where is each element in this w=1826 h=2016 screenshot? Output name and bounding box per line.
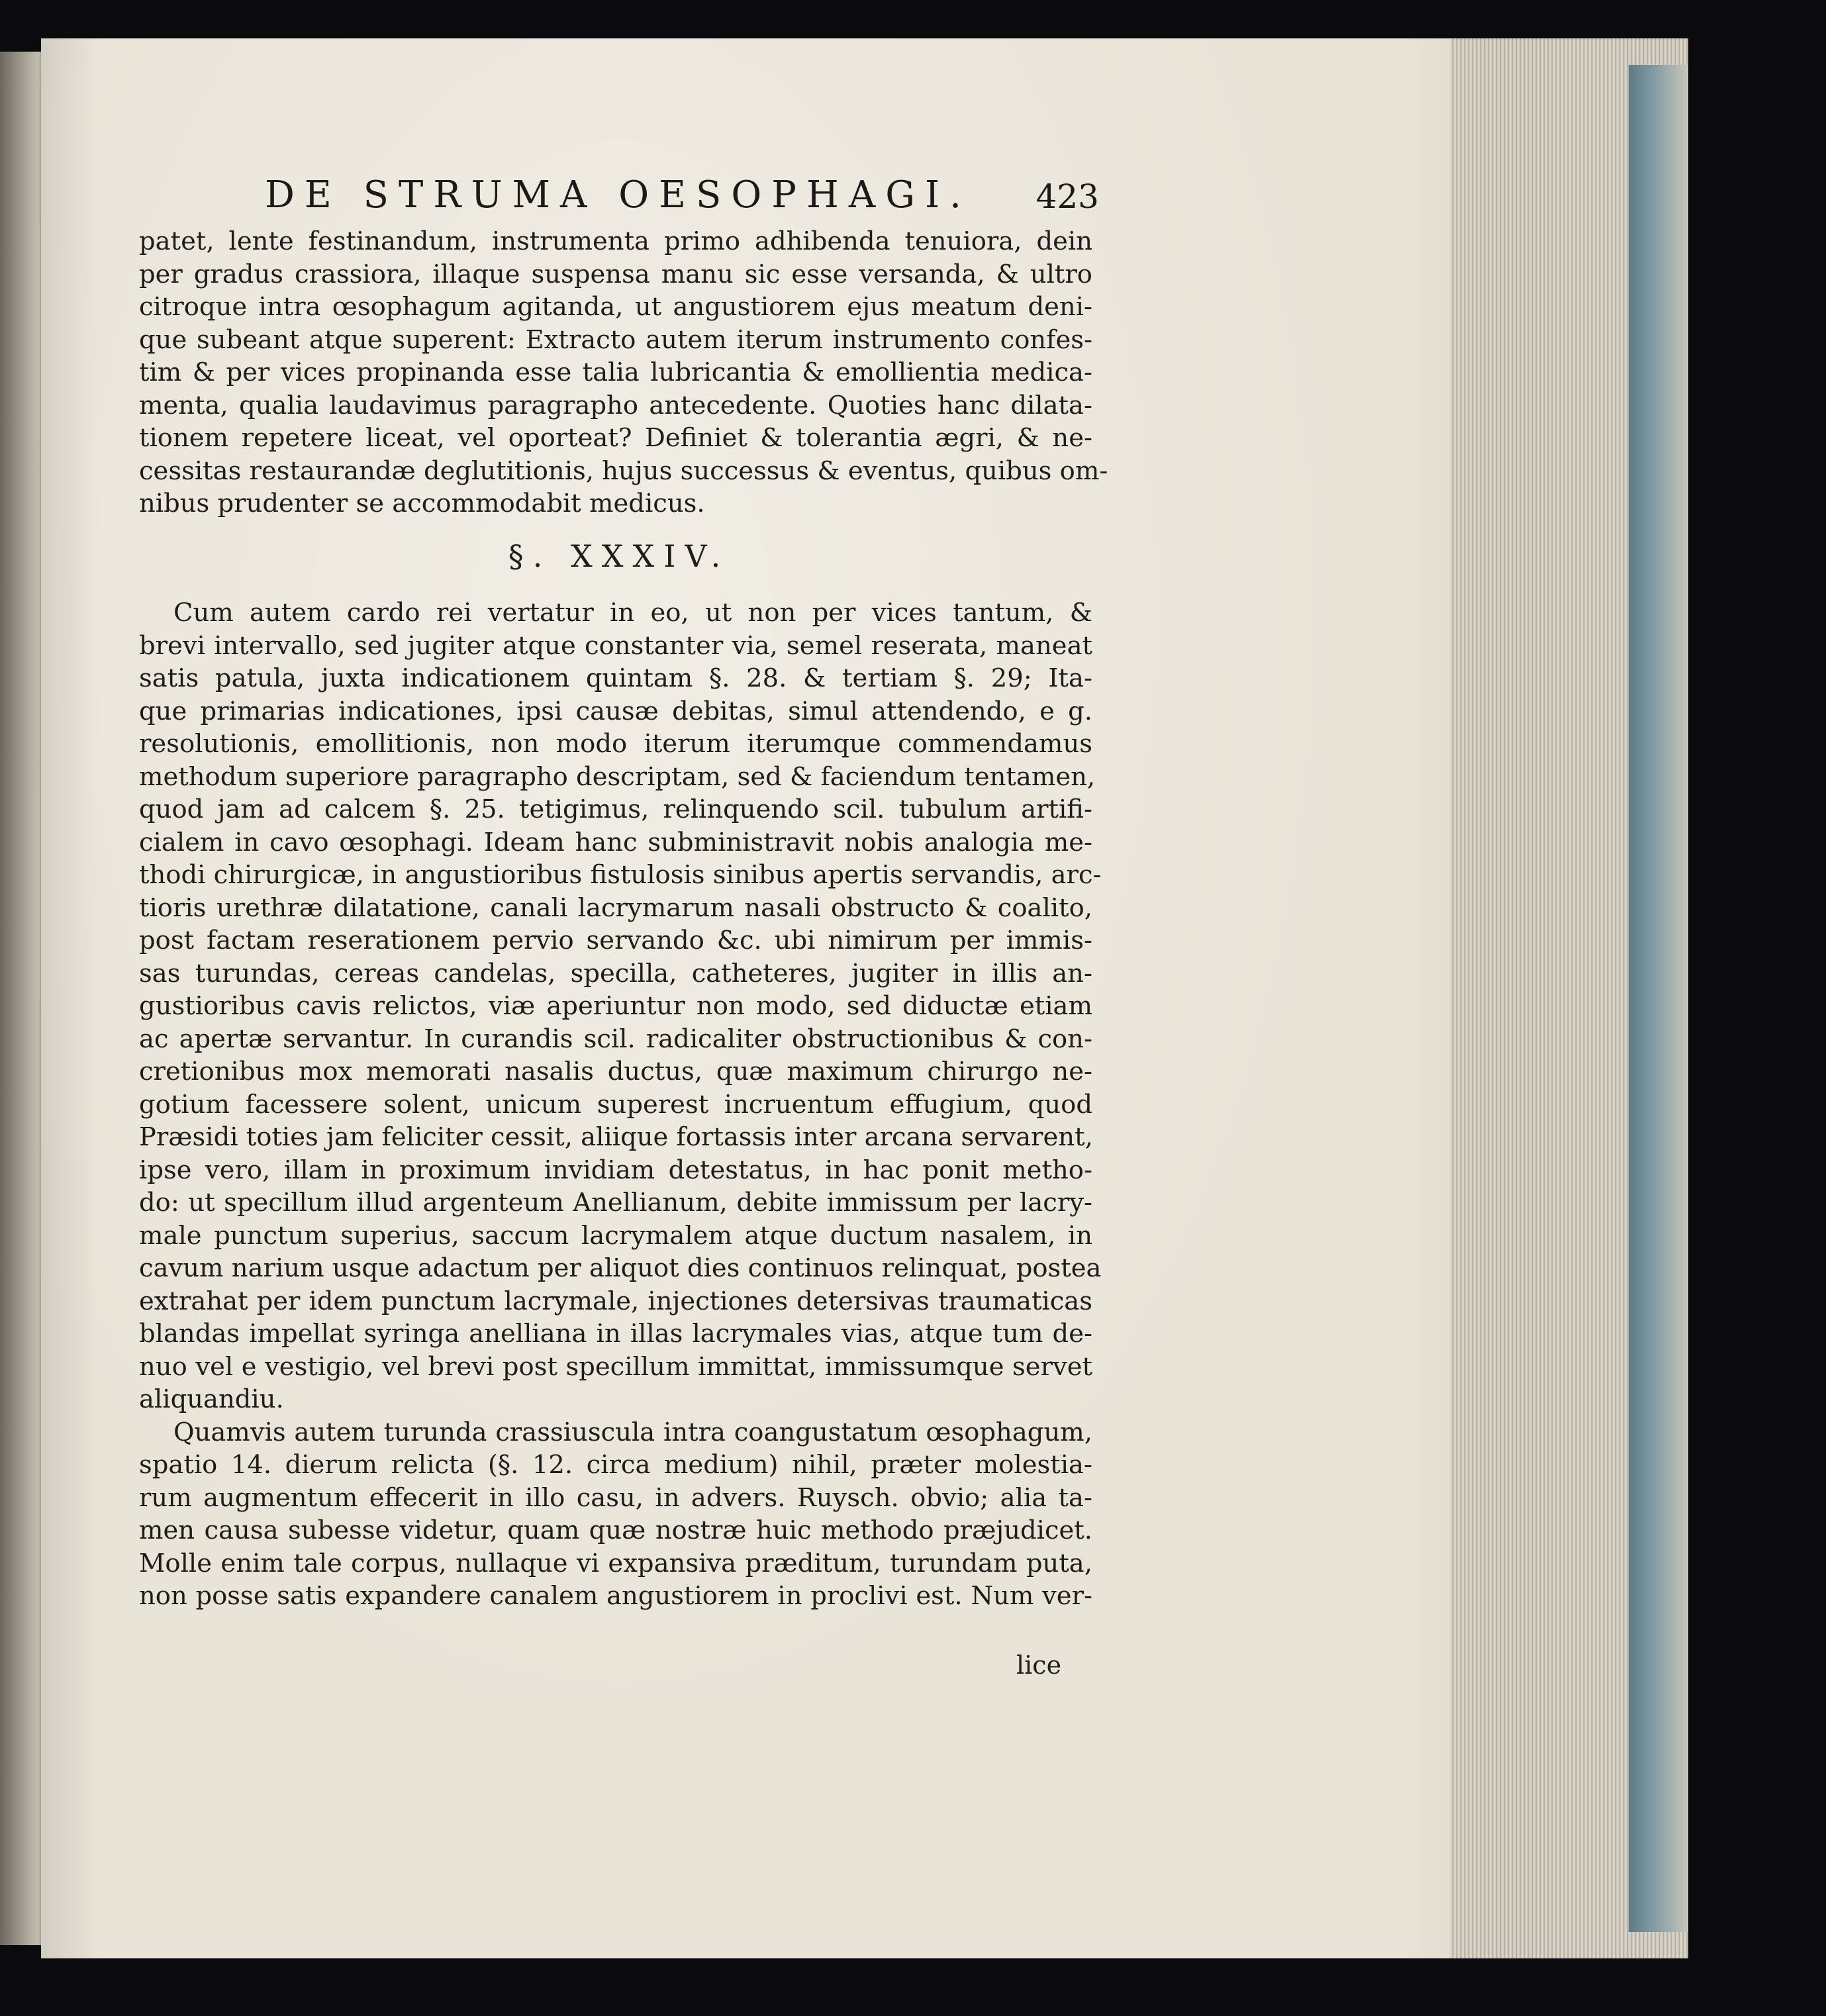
- text-line: methodum superiore paragrapho descriptam, sed & faciendum tentamen,: [139, 761, 1096, 792]
- section-heading: §. XXXIV.: [508, 538, 730, 574]
- text-line: cretionibus mox memorati nasalis ductus, quæ maximum chirurgo ne-: [139, 1057, 1092, 1086]
- text-line: tim & per vices propinanda esse talia lubricantia & emollientia medica-: [139, 358, 1092, 387]
- text-line: nibus prudenter se accommodabit medicus.: [139, 489, 705, 518]
- page-header: [265, 173, 1099, 216]
- text-line: patet, lente festinandum, instrumenta primo adhibenda tenuiora, dein: [139, 226, 1092, 256]
- running-title: DE STRUMA OESOPHAGI.: [265, 173, 971, 216]
- text-line: gotium facessere solent, unicum superest incruentum effugium, quod: [139, 1089, 1092, 1120]
- text-line: Molle enim tale corpus, nullaque vi expansiva præditum, turundam puta,: [139, 1548, 1092, 1578]
- paragraph-3: [139, 1416, 1092, 1613]
- page-number: 423: [1035, 177, 1099, 216]
- text-line: citroque intra œsophagum agitanda, ut angustiorem ejus meatum deni-: [139, 292, 1092, 322]
- text-line: que primarias indicationes, ipsi causæ debitas, simul attendendo, e g.: [139, 696, 1092, 726]
- page-text: [139, 225, 1108, 1613]
- text-line: Cum autem cardo rei vertatur in eo, ut non per vices tantum, &: [173, 598, 1092, 628]
- text-line: aliquandiu.: [139, 1384, 284, 1414]
- catchword: lice: [1016, 1651, 1062, 1680]
- text-line: men causa subesse videtur, quam quæ nostræ huic methodo præjudicet.: [139, 1515, 1092, 1545]
- paragraph-2: [139, 597, 1102, 1416]
- text-line: que subeant atque superent: Extracto autem iterum instrumento confes-: [139, 324, 1092, 355]
- text-line: Quamvis autem turunda crassiuscula intra coangustatum œsophagum,: [173, 1417, 1092, 1447]
- text-line: non posse satis expandere canalem angustiorem in proclivi est. Num ver-: [139, 1581, 1092, 1611]
- text-line: gustioribus cavis relictos, viæ aperiuntur non modo, sed diductæ etiam: [139, 991, 1092, 1021]
- paragraph-1: [139, 225, 1108, 520]
- text-line: brevi intervallo, sed jugiter atque constanter via, semel reserata, maneat: [139, 630, 1092, 661]
- text-line: thodi chirurgicæ, in angustioribus fistulosis sinibus apertis servandis, arc-: [139, 860, 1102, 890]
- text-line: spatio 14. dierum relicta (§. 12. circa medium) nihil, præter molestia-: [139, 1450, 1092, 1480]
- facing-page-edge: [0, 52, 46, 1945]
- text-line: satis patula, juxta indicationem quintam §. 28. & tertiam §. 29; Ita-: [139, 663, 1092, 693]
- text-line: do: ut specillum illud argenteum Anellianum, debite immissum per lacry-: [139, 1188, 1092, 1218]
- text-line: ac apertæ servantur. In curandis scil. radicaliter obstructionibus & con-: [139, 1024, 1092, 1054]
- text-line: tioris urethræ dilatatione, canali lacrymarum nasali obstructo & coalito,: [139, 892, 1092, 923]
- page-edges: [1450, 38, 1688, 1958]
- text-line: cialem in cavo œsophagi. Ideam hanc subministravit nobis analogia me-: [139, 827, 1092, 857]
- text-line: menta, qualia laudavimus paragrapho antecedente. Quoties hanc dilata-: [139, 390, 1092, 420]
- text-line: Præsidi toties jam feliciter cessit, aliique fortassis inter arcana servarent,: [139, 1122, 1093, 1152]
- text-line: quod jam ad calcem §. 25. tetigimus, relinquendo scil. tubulum artifi-: [139, 794, 1092, 824]
- text-line: tionem repetere liceat, vel oporteat? Definiet & tolerantia ægri, & ne-: [139, 423, 1092, 453]
- text-line: sas turundas, cereas candelas, specilla, catheteres, jugiter in illis an-: [139, 958, 1092, 988]
- text-line: post factam reserationem pervio servando &c. ubi nimirum per immis-: [139, 926, 1092, 955]
- text-line: blandas impellat syringa anelliana in illas lacrymales vias, atque tum de-: [139, 1319, 1092, 1349]
- text-line: cavum narium usque adactum per aliquot dies continuos relinquat, postea: [139, 1253, 1102, 1283]
- text-line: male punctum superius, saccum lacrymalem atque ductum nasalem, in: [139, 1220, 1092, 1251]
- text-line: nuo vel e vestigio, vel brevi post specillum immittat, immissumque servet: [139, 1351, 1092, 1382]
- text-line: cessitas restaurandæ deglutitionis, hujus successus & eventus, quibus om-: [139, 456, 1108, 486]
- text-line: resolutionis, emollitionis, non modo iterum iterumque commendamus: [139, 729, 1092, 759]
- text-line: extrahat per idem punctum lacrymale, injectiones detersivas traumaticas: [139, 1286, 1092, 1316]
- text-line: rum augmentum effecerit in illo casu, in advers. Ruysch. obvio; alia ta-: [139, 1482, 1092, 1513]
- text-line: ipse vero, illam in proximum invidiam detestatus, in hac ponit metho-: [139, 1155, 1092, 1185]
- text-line: per gradus crassiora, illaque suspensa manu sic esse versanda, & ultro: [139, 259, 1092, 289]
